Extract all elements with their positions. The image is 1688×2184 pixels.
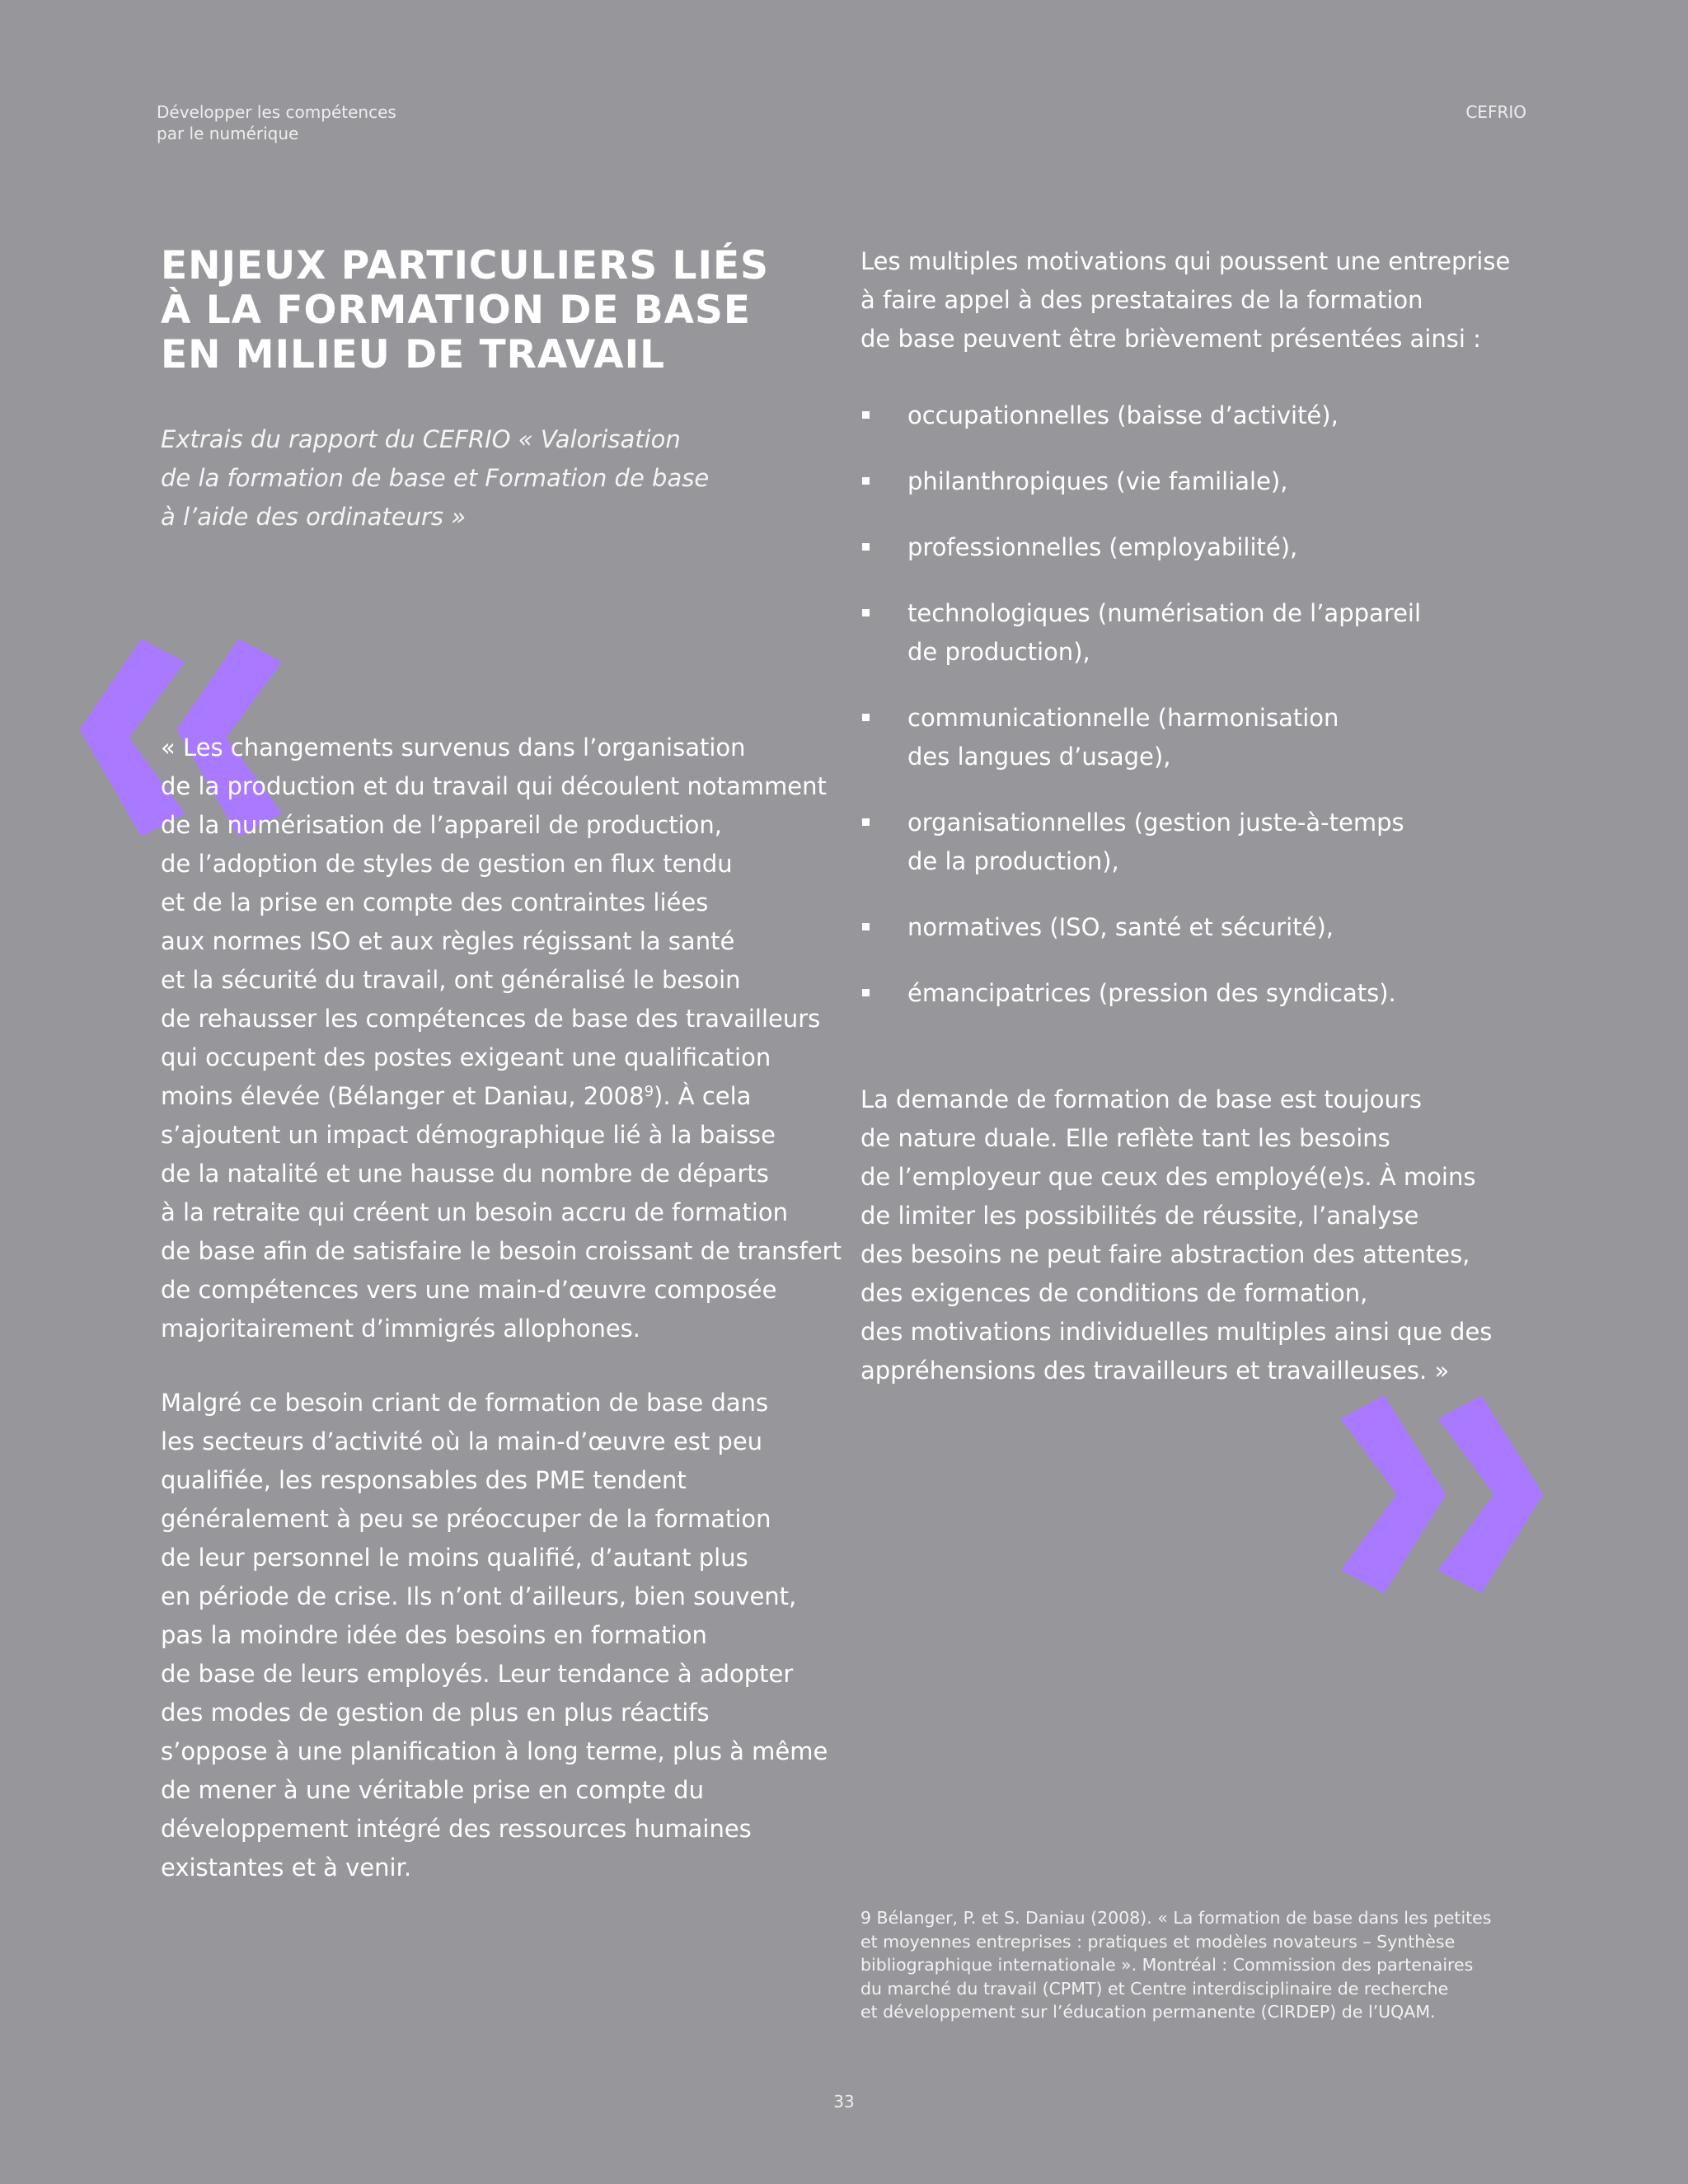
text-line: de l’employeur que ceux des employé(e)s. À moins bbox=[860, 1163, 1476, 1191]
list-item bbox=[860, 528, 1553, 567]
text-line: Malgré ce besoin criant de formation de base dans bbox=[161, 1389, 769, 1417]
text-line: en période de crise. Ils n’ont d’ailleurs, bien souvent, bbox=[161, 1582, 797, 1610]
text-line: et de la prise en compte des contraintes liées bbox=[161, 888, 709, 916]
list-item bbox=[860, 804, 1553, 881]
left-paragraph-2 bbox=[161, 1384, 837, 1887]
list-item-text: normatives (ISO, santé et sécurité), bbox=[907, 913, 1334, 941]
list-item-text: de la production), bbox=[907, 847, 1119, 875]
running-header-title bbox=[157, 101, 396, 144]
footnote-line: du marché du travail (CPMT) et Centre interdisciplinaire de recherche bbox=[860, 1978, 1449, 1999]
bullet-square-icon bbox=[862, 411, 870, 419]
close-quote-chevron-right bbox=[1437, 1395, 1543, 1593]
text-line: de la production et du travail qui découlent notamment bbox=[161, 772, 827, 800]
text-line: qui occupent des postes exigeant une qualification bbox=[161, 1043, 771, 1071]
text-line: Les multiples motivations qui poussent une entreprise bbox=[860, 247, 1511, 275]
text-line: existantes et à venir. bbox=[161, 1854, 412, 1882]
list-item-text: organisationnelles (gestion juste-à-temps bbox=[907, 808, 1404, 837]
text-line: des modes de gestion de plus en plus réactifs bbox=[161, 1699, 710, 1727]
list-item bbox=[860, 974, 1553, 1013]
running-header-line2: par le numérique bbox=[157, 124, 299, 143]
page-title-line3: EN MILIEU DE TRAVAIL bbox=[161, 332, 666, 377]
text-line: « Les changements survenus dans l’organisation bbox=[161, 733, 746, 762]
footnote bbox=[860, 1906, 1553, 2024]
text-line: et la sécurité du travail, ont généralisé le besoin bbox=[161, 966, 741, 994]
list-item-text: des langues d’usage), bbox=[907, 743, 1171, 771]
footnote-reference: 9 bbox=[644, 1083, 654, 1100]
list-item-text: technologiques (numérisation de l’appareil bbox=[907, 599, 1422, 627]
text-line: des motivations individuelles multiples ainsi que des bbox=[860, 1318, 1493, 1346]
close-quote-icon bbox=[1329, 1395, 1543, 1593]
page-subtitle bbox=[161, 420, 820, 537]
text-line: de la natalité et une hausse du nombre de départs bbox=[161, 1160, 769, 1188]
text-line: qualifiée, les responsables des PME tendent bbox=[161, 1466, 687, 1494]
right-paragraph-2 bbox=[860, 1080, 1553, 1390]
right-intro-paragraph bbox=[860, 242, 1553, 359]
list-item bbox=[860, 462, 1553, 501]
text-line: de base de leurs employés. Leur tendance à adopter bbox=[161, 1660, 794, 1688]
bullet-square-icon bbox=[862, 818, 870, 826]
text-fragment: ). À cela bbox=[654, 1082, 752, 1110]
text-line: les secteurs d’activité où la main-d’œuvre est peu bbox=[161, 1427, 763, 1455]
bullet-square-icon bbox=[862, 609, 870, 616]
list-item bbox=[860, 594, 1553, 672]
text-line: La demande de formation de base est toujours bbox=[860, 1085, 1422, 1113]
bullet-square-icon bbox=[862, 923, 870, 930]
text-line: des besoins ne peut faire abstraction des attentes, bbox=[860, 1240, 1470, 1268]
footnote-line: et développement sur l’éducation permanente (CIRDEP) de l’UQAM. bbox=[860, 2002, 1436, 2022]
list-item-text: occupationnelles (baisse d’activité), bbox=[907, 401, 1339, 429]
running-header-line1: Développer les compétences bbox=[157, 102, 396, 122]
text-line: de compétences vers une main-d’œuvre composée bbox=[161, 1276, 777, 1304]
text-line: de base afin de satisfaire le besoin croissant de transfert bbox=[161, 1237, 842, 1265]
bullet-square-icon bbox=[862, 543, 870, 551]
text-line: s’ajoutent un impact démographique lié à la baisse bbox=[161, 1121, 776, 1149]
text-line: de base peuvent être brièvement présentées ainsi : bbox=[860, 325, 1481, 353]
subtitle-line2: de la formation de base et Formation de base bbox=[161, 464, 710, 492]
left-quote-paragraph bbox=[161, 729, 842, 1348]
text-line: aux normes ISO et aux règles régissant la santé bbox=[161, 927, 735, 955]
list-item-text: émancipatrices (pression des syndicats). bbox=[907, 979, 1396, 1007]
subtitle-line1: Extrais du rapport du CEFRIO « Valorisation bbox=[161, 425, 681, 453]
footnote-line: bibliographique internationale ». Montréal : Commission des partenaires bbox=[860, 1955, 1474, 1975]
text-line: de la numérisation de l’appareil de production, bbox=[161, 811, 722, 839]
text-line: de l’adoption de styles de gestion en flux tendu bbox=[161, 850, 733, 878]
text-fragment: moins élevée (Bélanger et Daniau, 2008 bbox=[161, 1082, 645, 1110]
footnote-line: 9 Bélanger, P. et S. Daniau (2008). « La formation de base dans les petites bbox=[860, 1908, 1492, 1928]
text-line: des exigences de conditions de formation, bbox=[860, 1279, 1368, 1307]
list-item-text: philanthropiques (vie familiale), bbox=[907, 467, 1288, 495]
list-item-text: communicationnelle (harmonisation bbox=[907, 704, 1339, 732]
subtitle-line3: à l’aide des ordinateurs » bbox=[161, 503, 467, 531]
text-line: majoritairement d’immigrés allophones. bbox=[161, 1315, 640, 1343]
running-header-publisher: CEFRIO bbox=[1465, 102, 1526, 122]
text-line: de nature duale. Elle reflète tant les besoins bbox=[860, 1124, 1390, 1152]
text-line-with-footnote bbox=[161, 1077, 837, 1116]
bullet-square-icon bbox=[862, 714, 870, 721]
list-item bbox=[860, 699, 1553, 776]
page-title-line2: À LA FORMATION DE BASE bbox=[161, 288, 752, 333]
bullet-square-icon bbox=[862, 477, 870, 485]
list-item bbox=[860, 908, 1553, 947]
page-title-line1: ENJEUX PARTICULIERS LIÉS bbox=[161, 243, 769, 288]
page-title bbox=[161, 244, 820, 377]
text-line: généralement à peu se préoccuper de la formation bbox=[161, 1505, 771, 1533]
list-item-text: professionnelles (employabilité), bbox=[907, 533, 1298, 561]
text-line: de limiter les possibilités de réussite, l’analyse bbox=[860, 1202, 1419, 1230]
text-line: de rehausser les compétences de base des travailleurs bbox=[161, 1005, 821, 1033]
text-line: développement intégré des ressources humaines bbox=[161, 1815, 752, 1843]
text-line: appréhensions des travailleurs et travailleuses. » bbox=[860, 1357, 1450, 1385]
text-line: pas la moindre idée des besoins en formation bbox=[161, 1621, 707, 1649]
close-quote-chevron-left bbox=[1340, 1395, 1446, 1593]
page-number: 33 bbox=[833, 2092, 855, 2111]
text-line: de mener à une véritable prise en compte du bbox=[161, 1776, 704, 1804]
text-line: de leur personnel le moins qualifié, d’autant plus bbox=[161, 1544, 748, 1572]
text-line: à faire appel à des prestataires de la formation bbox=[860, 286, 1423, 314]
footnote-line: et moyennes entreprises : pratiques et modèles novateurs – Synthèse bbox=[860, 1931, 1456, 1952]
list-item-text: de production), bbox=[907, 638, 1090, 666]
list-item bbox=[860, 396, 1553, 435]
motivations-list bbox=[860, 396, 1553, 1040]
text-line: s’oppose à une planification à long terme, plus à même bbox=[161, 1737, 828, 1765]
bullet-square-icon bbox=[862, 989, 870, 996]
text-line: à la retraite qui créent un besoin accru de formation bbox=[161, 1198, 788, 1226]
